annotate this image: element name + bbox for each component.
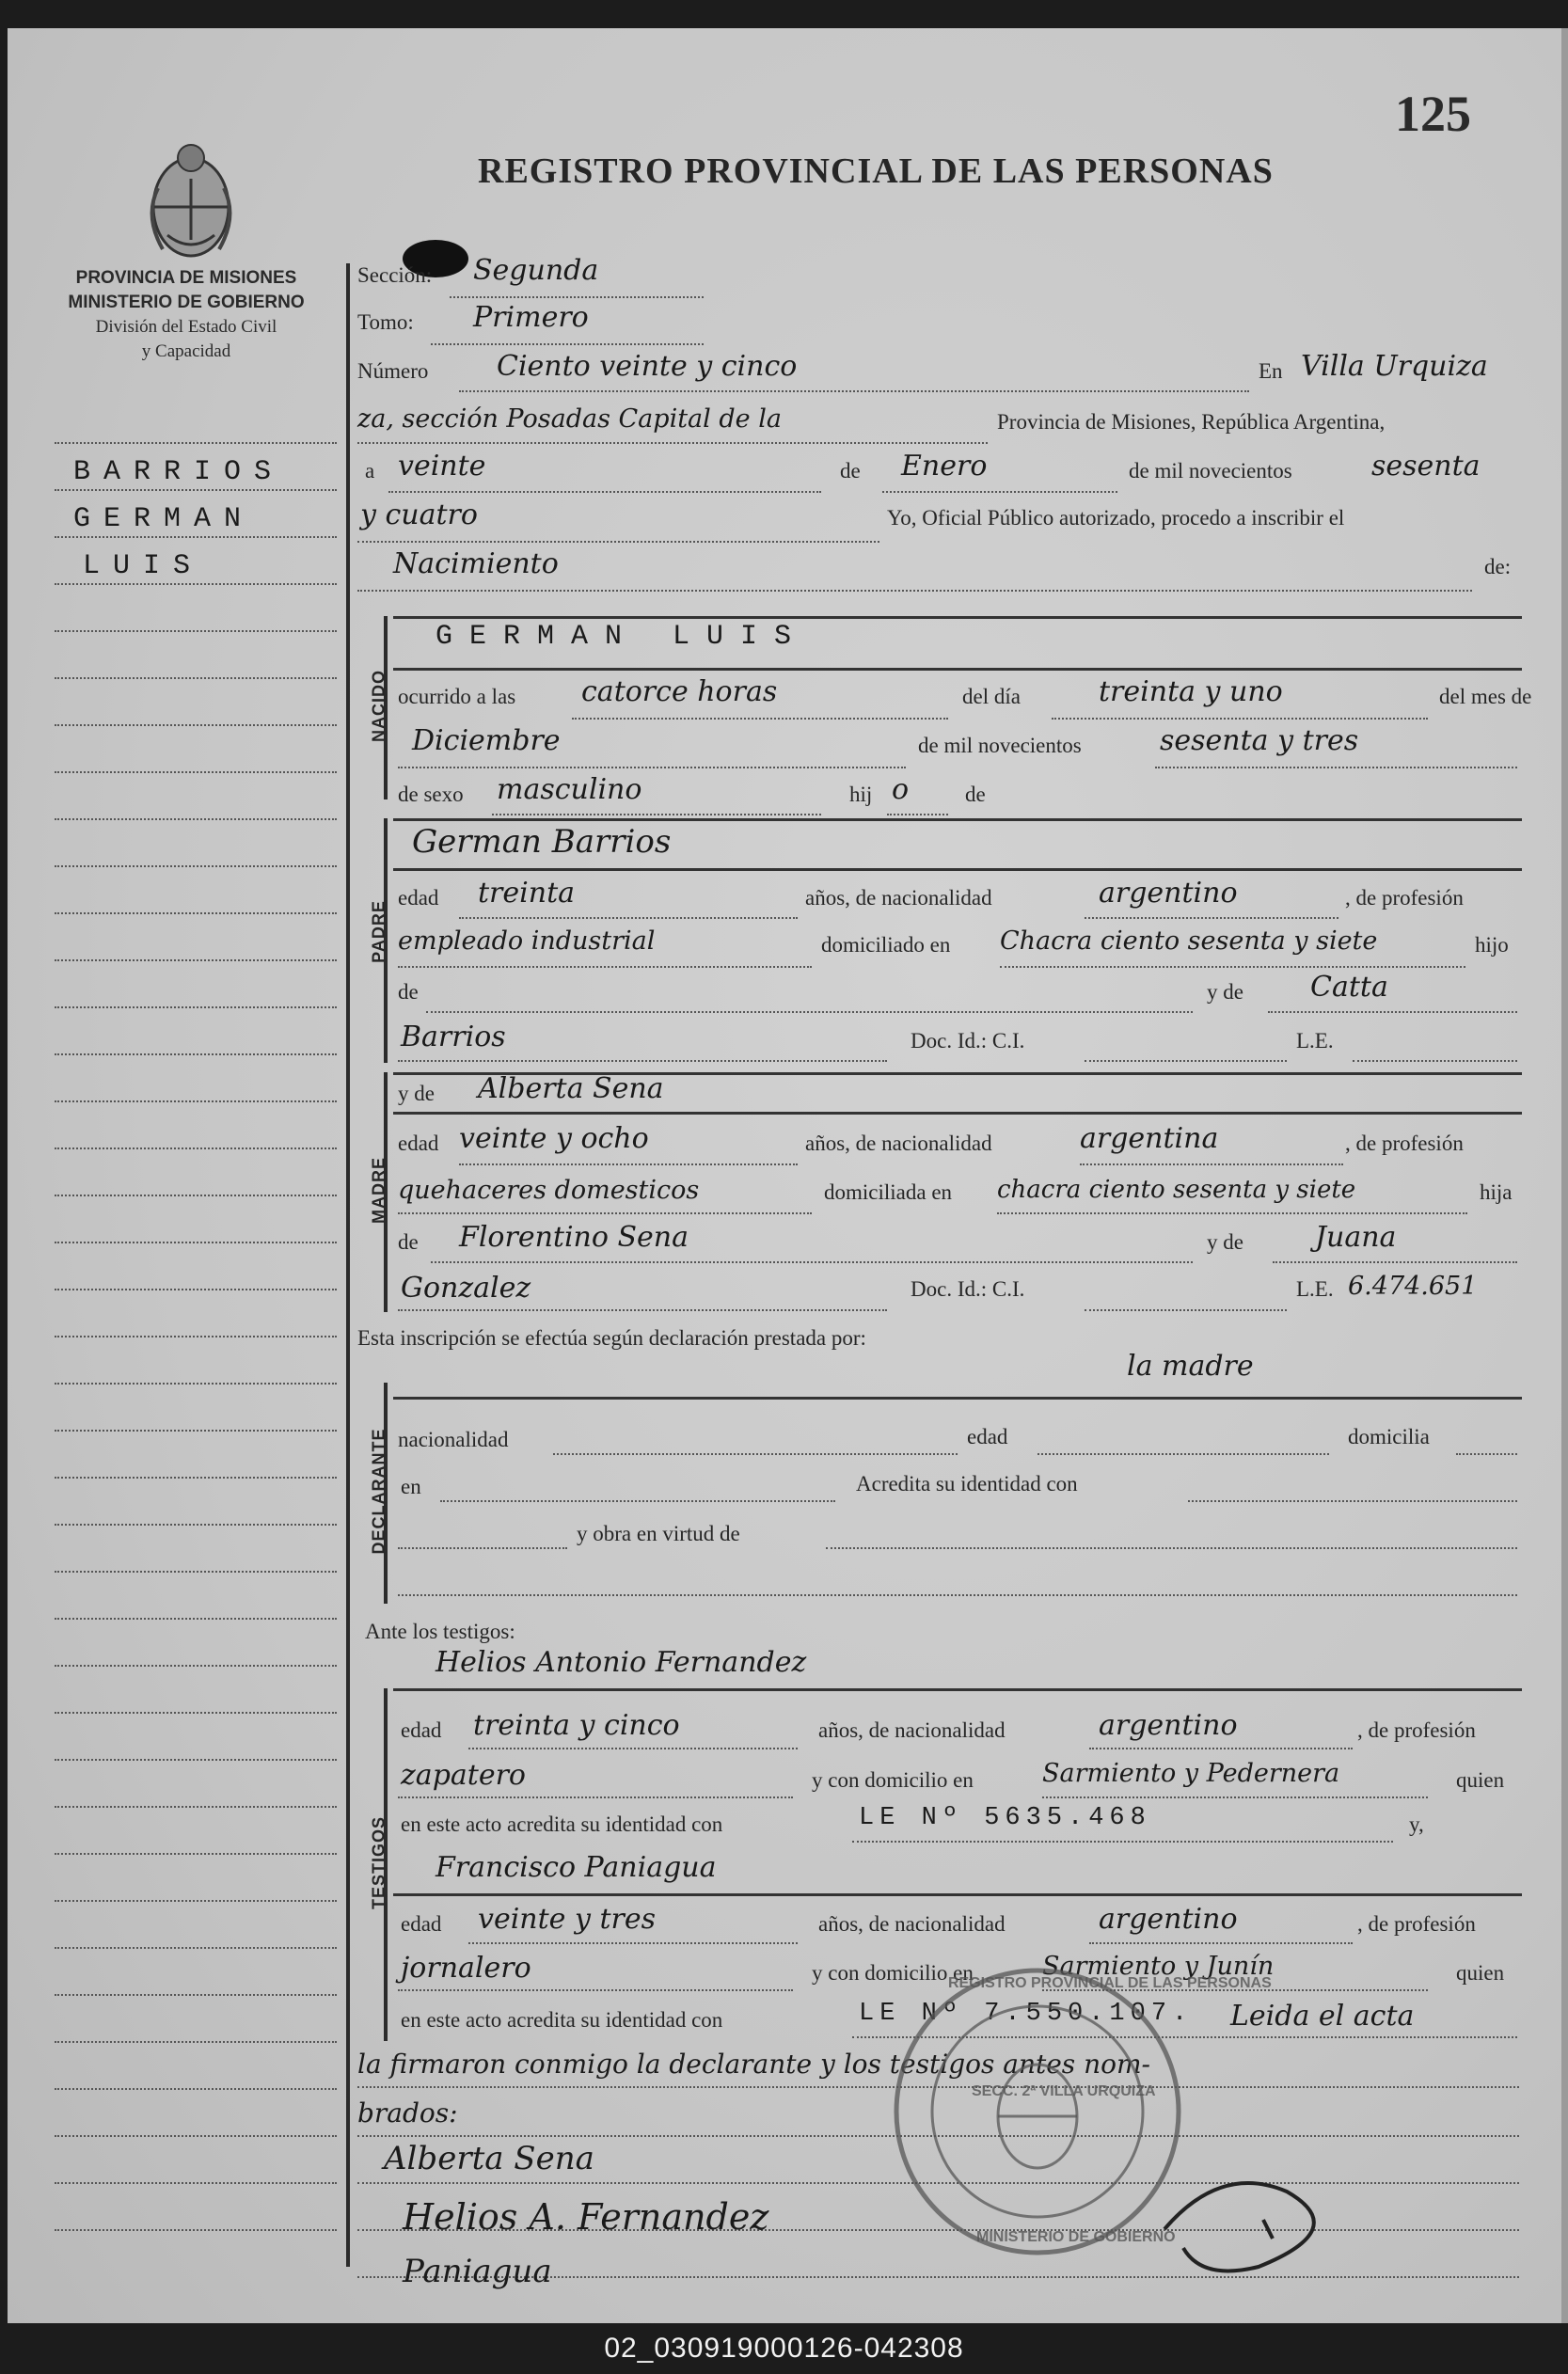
scan-footer [0,2323,1568,2374]
w2-nac-label: años, de nacionalidad [818,1912,1006,1936]
w1-dom-label: y con domicilio en [812,1768,974,1792]
w2-edad-value: veinte y tres [478,1903,656,1936]
official-round-stamp [887,1956,1188,2267]
stamp-inner-text: SECC. 2ª VILLA URQUIZA [972,2083,1156,2099]
birth-year-value: sesenta y tres [1160,724,1359,757]
padre-doc-label: Doc. Id.: C.I. [911,1029,1025,1052]
hour-value: catorce horas [581,675,778,708]
del-dia-label: del día [962,685,1021,708]
w2-edad-label: edad [401,1912,442,1936]
year-value-continued: y cuatro [360,499,478,531]
madre-nac-label: años, de nacionalidad [805,1132,992,1155]
tomo-value: Primero [473,301,589,334]
maternal-grandfather-value: Florentino Sena [459,1221,689,1254]
office-division: División del Estado Civil [95,317,277,337]
madre-edad-label: edad [398,1132,439,1155]
issuing-office [36,266,337,364]
declarante-by-value: la madre [1127,1350,1254,1383]
grandmother-paternal-value: Catta [1310,971,1388,1004]
w1-nac-label: años, de nacionalidad [818,1718,1006,1742]
decl-edad-label: edad [967,1425,1008,1448]
nacido-mil-label: de mil novecientos [918,734,1082,757]
w2-quien-label: quien [1456,1961,1505,1985]
seccion-label: Sección: [357,263,433,287]
closing-line-1: Leida el acta [1230,2000,1415,2033]
madre-dom-label: domiciliada en [824,1180,953,1204]
madre-y-de2-label: y de [1207,1230,1243,1254]
padre-prof-value: empleado industrial [398,926,656,956]
maternal-grandmother-value: Juana [1315,1221,1397,1254]
w1-edad-label: edad [401,1718,442,1742]
madre-section-label: MADRE [369,1157,388,1224]
hij-value: o [892,773,910,806]
w1-acredita-label: en este acto acredita su identidad con [401,1812,723,1836]
closing-line-3: brados: [357,2097,458,2129]
padre-nac-label: años, de nacionalidad [805,886,992,910]
w1-quien-label: quien [1456,1768,1505,1792]
madre-le-value: 6.474.651 [1348,1272,1478,1301]
birth-month-value: Diciembre [412,724,561,757]
w2-dom-label: y con domicilio en [812,1961,974,1985]
en-value: Villa Urquiza [1301,350,1488,383]
stamp-outer-text: REGISTRO PROVINCIAL DE LAS PERSONAS [948,1975,1272,1991]
madre-hija-label: hija [1480,1180,1513,1204]
numero-label: Número [357,359,429,383]
padre-hijo-label: hijo [1475,933,1509,957]
place-value: za, sección Posadas Capital de la [357,404,782,434]
padre-y-de-label: y de [1207,980,1243,1004]
numero-value: Ciento veinte y cinco [497,350,798,383]
witness1-name: Helios Antonio Fernandez [436,1646,807,1679]
w2-acredita-label: en este acto acredita su identidad con [401,2008,723,2032]
de-colon: de: [1484,555,1512,578]
margin-first-name: GERMAN [73,503,255,535]
act-value: Nacimiento [393,547,559,580]
madre-prof-label: , de profesión [1345,1132,1464,1155]
declarante-intro: Esta inscripción se efectúa según declaración prestada por: [357,1326,866,1350]
w1-dom-value: Sarmiento y Pedernera [1042,1759,1340,1788]
del-mes-label: del mes de [1439,685,1532,708]
madre-edad-value: veinte y ocho [459,1122,649,1155]
main-divider [346,263,350,2267]
sexo-label: de sexo [398,783,464,806]
stamp-bottom-text: MINISTERIO DE GOBIERNO [976,2229,1176,2245]
padre-de-label: de [398,980,419,1004]
testigos-intro: Ante los testigos: [365,1620,515,1643]
madre-surname-value: Gonzalez [401,1272,531,1305]
closing-line-2: la firmaron conmigo la declarante y los testigos antes nom- [357,2049,1150,2080]
nacido-name-value: GERMAN LUIS [436,621,809,653]
document-code: 02_030919000126-042308 [604,2333,964,2364]
a-label: a [365,459,375,483]
en-label: En [1259,359,1283,383]
w2-dom-value: Sarmiento y Junín [1042,1952,1275,1981]
register-title: REGISTRO PROVINCIAL DE LAS PERSONAS [478,151,1274,191]
padre-section-label: PADRE [369,900,388,963]
padre-surname-value: Barrios [401,1021,506,1053]
madre-le-label: L.E. [1296,1277,1334,1301]
father-name-value: German Barrios [412,823,672,861]
w1-prof-value: zapatero [401,1759,526,1792]
w2-id-value: LE Nº 7.550.107. [859,2000,1194,2028]
birth-day-value: treinta y uno [1099,675,1283,708]
testigos-section-label: TESTIGOS [369,1816,388,1910]
w2-nac-value: argentino [1099,1903,1238,1936]
de-label: de [840,459,861,483]
padre-dom-value: Chacra ciento sesenta y siete [1000,926,1378,956]
office-province: PROVINCIA DE MISIONES [75,268,297,288]
w2-prof-label: , de profesión [1357,1912,1476,1936]
month-value: Enero [901,450,988,483]
signature-witness2: Paniagua [403,2253,552,2290]
decl-nac-label: nacionalidad [398,1428,509,1451]
ocurrido-label: ocurrido a las [398,685,516,708]
madre-nac-value: argentina [1080,1122,1219,1155]
page-number: 125 [1395,86,1471,142]
year-value: sesenta [1371,450,1481,483]
provincia-text: Provincia de Misiones, República Argentina, [997,410,1386,434]
decl-dom-label: domicilia [1348,1425,1430,1448]
madre-y-de-label: y de [398,1082,435,1105]
padre-edad-label: edad [398,886,439,910]
w1-prof-label: , de profesión [1357,1718,1476,1742]
witness2-name: Francisco Paniagua [436,1851,717,1884]
padre-le-label: L.E. [1296,1029,1334,1052]
mother-name-value: Alberta Sena [478,1072,664,1105]
nacido-de-label: de [965,783,986,806]
tomo-label: Tomo: [357,310,414,334]
decl-acredita-label: Acredita su identidad con [856,1472,1078,1496]
w1-id-value: LE Nº 5635.468 [859,1804,1151,1832]
decl-obra-label: y obra en virtud de [577,1522,740,1545]
margin-surname: BARRIOS [73,456,285,488]
w1-y-label: y, [1409,1812,1424,1836]
mil-label: de mil novecientos [1129,459,1292,483]
coat-of-arms-emblem [139,132,243,273]
nacido-section-label: NACIDO [369,670,388,742]
w1-nac-value: argentino [1099,1709,1238,1742]
office-ministry: MINISTERIO DE GOBIERNO [68,293,305,312]
register-sheet [8,28,1568,2323]
signature-witness1: Helios A. Fernandez [403,2196,769,2238]
w2-prof-value: jornalero [401,1952,531,1985]
declarante-section-label: DECLARANTE [369,1428,388,1555]
decl-en-label: en [401,1475,421,1498]
padre-nac-value: argentino [1099,877,1238,910]
padre-prof-label: , de profesión [1345,886,1464,910]
padre-dom-label: domiciliado en [821,933,951,957]
margin-second-name: LUIS [83,550,204,582]
madre-prof-value: quehaceres domesticos [398,1176,700,1205]
madre-dom-value: chacra ciento sesenta y siete [997,1176,1356,1204]
office-capacity: y Capacidad [141,341,231,361]
madre-doc-label: Doc. Id.: C.I. [911,1277,1025,1301]
signature-declarante: Alberta Sena [384,2140,594,2177]
yo-text: Yo, Oficial Público autorizado, procedo a inscribir el [887,506,1345,530]
seccion-value: Segunda [473,254,599,287]
hij-label: hij [849,783,873,806]
day-value: veinte [398,450,486,483]
madre-de-label: de [398,1230,419,1254]
sexo-value: masculino [497,773,642,806]
padre-edad-value: treinta [478,877,576,910]
w1-edad-value: treinta y cinco [473,1709,680,1742]
